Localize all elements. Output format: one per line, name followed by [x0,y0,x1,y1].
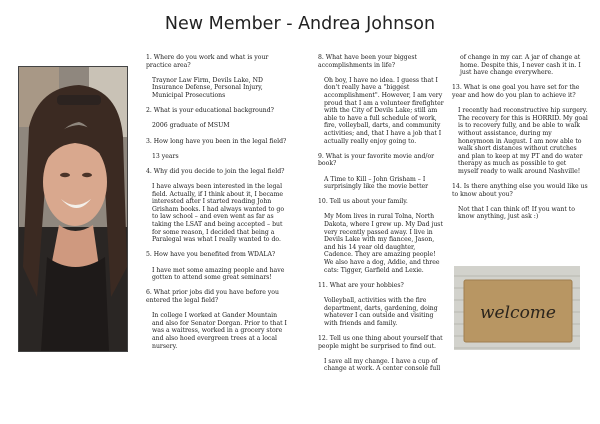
answer: My Mom lives in rural Tolna, North Dakota, where I grew up. My Dad just very recently passed away. I live in Devils Lake with my fiancee, Jason, and his 14 year old daughter, Cadence. They are amazing people! We also have a dog, Addie, and three cats: Tigger, Garfield and Lexie. [324,213,443,274]
answer: Traynor Law Firm, Devils Lake, ND Insurance Defense, Personal Injury, Municipal Prosecutions [152,76,263,99]
answer: Oh boy, I have no idea. I guess that I don't really have a "biggest accomplishment". However, I am very proud that I am a volunteer firefighter with the City of Devils Lake; still am able to have a full schedule of work, fire, volleyball, darts, and community activities; and, that I have a job that I actually really enjoy going to. [324,76,444,145]
answer: Volleyball, activities with the fire department, darts, gardening, doing whatever I can outside and visiting with friends and family. [324,297,438,327]
question: 13. What is one goal you have set for the year and how do you plan to achieve it? [452,84,580,99]
answer: In college I worked at Gander Mountain and also for Senator Dorgan. Prior to that I was a waitress, worked in a grocery store and also hoed evergreen trees at a local nursery. [152,312,287,350]
question: 1. Where do you work and what is your practice area? [146,54,269,69]
question: 10. Tell us about your family. [318,198,408,206]
member-photo [18,66,128,352]
question: 9. What is your favorite movie and/or book? [318,152,435,168]
question: 4. Why did you decide to join the legal field? [146,167,285,175]
answer-continuation: of change in my car. A jar of change at home. Despite this, I never cash it in. I just have change everywhere. [460,54,581,77]
column-3 [452,54,588,229]
question: 14. Is there anything else you would like us to know about you? [452,183,588,198]
answer: I recently had reconstructive hip surgery. The recovery for this is HORRID. My goal is to recovery fully, and be able to walk without assistance, during my honeymoon in August. I am now able to walk short distances without crutches and plan to keep at my PT and do water therapy as much as possible to get myself ready to walk around Nashville! [458,107,588,175]
question: 12. Tell us one thing about yourself that people might be surprised to find out. [318,334,443,350]
question: 8. What have been your biggest accomplishments in life? [318,54,417,69]
question: 2. What is your educational background? [146,107,274,115]
member-portrait-icon [19,67,127,351]
answer: Not that I can think of! If you want to know anything, just ask :) [458,205,575,221]
question: 5. How have you benefited from WDALA? [146,251,276,259]
column-2 [318,54,446,373]
answer: A Time to Kill – John Grisham – I surprisingly like the movie better [324,175,429,191]
answer: 13 years [152,152,179,160]
column-1 [146,54,288,358]
answer: I have always been interested in the legal field. Actually, if I think about it, I became interested after I started reading John Grisham books. I had always wanted to go to law school – and even went as far as taking the LSAT and being accepted – but for some reason, I decided that being a Paralegal was what I really wanted to do. [152,183,285,244]
answer: 2006 graduate of MSUM [152,122,230,130]
answer: I save all my change. I have a cup of change at work. A center console full [324,357,441,373]
welcome-mat-icon [454,266,580,350]
page-title: New Member - Andrea Johnson [164,14,436,34]
welcome-mat-image [454,266,580,350]
question: 6. What prior jobs did you have before you entered the legal field? [146,289,279,304]
welcome-mat-text: welcome [480,303,556,323]
answer: I have met some amazing people and have gotten to attend some great seminars! [152,266,285,282]
question: 11. What are your hobbies? [318,281,404,289]
question: 3. How long have you been in the legal field? [146,137,287,145]
